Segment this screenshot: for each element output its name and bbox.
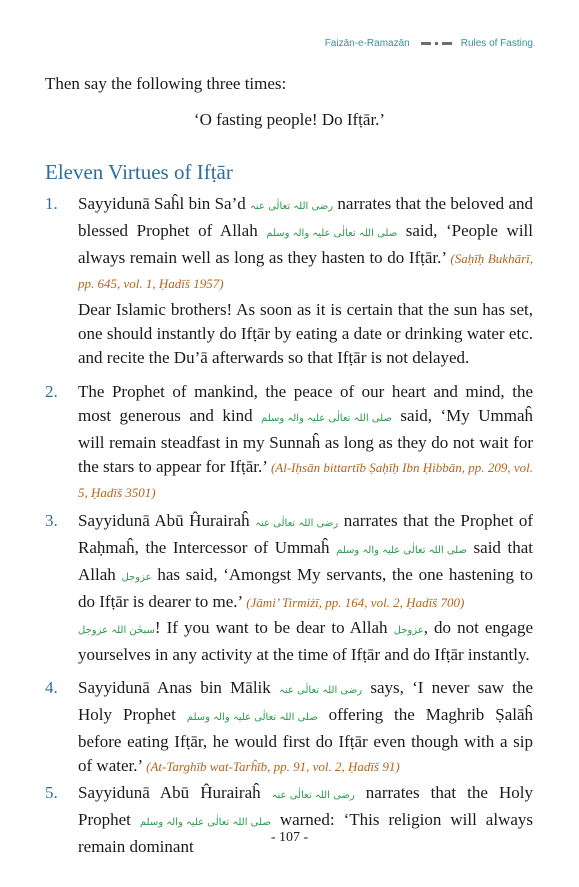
honorific-calligraphy: صلی اللہ تعالٰی علیہ والہ وسلم xyxy=(336,545,467,556)
item-number: 1. xyxy=(45,194,58,213)
header-separator xyxy=(421,42,452,45)
item-number: 2. xyxy=(45,382,58,401)
chapter-title: Rules of Fasting xyxy=(460,38,533,49)
item-text: Sayyidunā Saĥl bin Sa’d xyxy=(78,194,246,213)
item-text: said that Allah xyxy=(78,538,533,584)
item-number: 5. xyxy=(45,783,58,802)
honorific-calligraphy: صلی اللہ تعالٰی علیہ والہ وسلم xyxy=(139,817,271,828)
hadith-reference: (At-Targhīb wat-Tarĥīb, pp. 91, vol. 2, Ḥadīš 91) xyxy=(146,759,400,774)
honorific-calligraphy: صلی اللہ تعالٰی علیہ والہ وسلم xyxy=(261,413,392,424)
honorific-calligraphy: رضی اللہ تعالٰی عنہ xyxy=(279,685,363,696)
running-header xyxy=(325,38,533,49)
item-number: 4. xyxy=(45,678,58,697)
page-number: - 107 - xyxy=(270,830,309,845)
intro-text: Then say the following three times: xyxy=(45,74,287,93)
item-text: The Prophet of mankind, the peace of our heart and mind, the most generous and kind xyxy=(78,382,533,425)
item-text: warned: ‘This religion will always remain dominant xyxy=(78,810,534,856)
item-text: has said, ‘Amongst My servants, the one hastening to do Ifṭār is dearer to me.’ xyxy=(78,565,534,611)
explanation-paragraph: Dear Islamic brothers! As soon as it is certain that the sun has set, one should instantly do Ifṭār by eating a date or drinking water etc. and recite the Du’ā afterwards so that Ifṭār is not delayed. xyxy=(78,300,533,367)
honorific-calligraphy: رضی اللہ تعالٰی عنہ xyxy=(250,201,334,212)
item-text: narrates that the Holy Prophet xyxy=(78,783,533,829)
virtue-item-5 xyxy=(45,781,533,859)
para-text: , do not engage yourselves in any activity at the time of Ifṭār and do Ifṭār instantly. xyxy=(78,618,534,664)
virtue-item-3 xyxy=(45,509,533,615)
para-text: ! If you want to be dear to Allah xyxy=(154,618,388,637)
item-text: says, ‘I never saw the Holy Prophet xyxy=(78,678,534,724)
section-heading: Eleven Virtues of Ifṭār xyxy=(45,160,233,184)
honorific-calligraphy: رضی اللہ تعالٰی عنہ xyxy=(271,790,355,801)
item-text: Sayyidunā Abū Ĥurairaĥ xyxy=(78,511,250,530)
virtue-item-4 xyxy=(45,676,533,779)
item-text: Sayyidunā Anas bin Mālik xyxy=(78,678,271,697)
hadith-reference: (Saḥīḥ Bukhārī, pp. 645, vol. 1, Ḥadīš 1957) xyxy=(78,251,533,291)
hadith-reference: (Jāmi’ Tirmiżī, pp. 164, vol. 2, Ḥadīš 700) xyxy=(246,595,465,610)
honorific-calligraphy: صلی اللہ تعالٰی علیہ والہ وسلم xyxy=(186,712,318,723)
item-text: Sayyidunā Abū Ĥurairaĥ xyxy=(78,783,261,802)
item-text: offering the Maghrib Ṣalāĥ before eating Ifṭār, he would first do Ifṭār even though with a sip of water.’ xyxy=(78,705,534,775)
item-text: narrates that the Prophet of Raḥmaĥ, the Intercessor of Ummaĥ xyxy=(78,511,534,557)
item-text: said, ‘My Ummaĥ will remain steadfast in my Sunnaĥ as long as they do not wait for the stars to appear for Ifṭār.’ xyxy=(78,406,534,476)
honorific-calligraphy: عزوجل xyxy=(393,625,424,636)
virtue-item-1 xyxy=(45,192,533,296)
honorific-calligraphy: عزوجل xyxy=(121,572,152,583)
honorific-calligraphy: رضی اللہ تعالٰی عنہ xyxy=(255,518,339,529)
book-title: Faizān-e-Ramazān xyxy=(324,38,410,49)
honorific-calligraphy: سبحٰن اللہ عزوجل xyxy=(78,625,155,636)
honorific-calligraphy: صلی اللہ تعالٰی علیہ والہ وسلم xyxy=(266,228,398,239)
item-number: 3. xyxy=(45,511,58,530)
hadith-reference: (Al-Iḥsān bittartīb Ṣaḥīḥ Ibn Ḥibbān, pp. 209, vol. 5, Ḥadīš 3501) xyxy=(78,460,534,500)
quote-text: ‘O fasting people! Do Ifṭār.’ xyxy=(193,110,386,129)
item-text: narrates that the beloved and blessed Prophet of Allah xyxy=(78,194,533,240)
virtue-item-2 xyxy=(45,380,533,505)
item-text: said, ‘People will always remain well as long as they hasten to do Ifṭār.’ xyxy=(78,221,533,267)
explanation-paragraph-2 xyxy=(78,616,533,667)
